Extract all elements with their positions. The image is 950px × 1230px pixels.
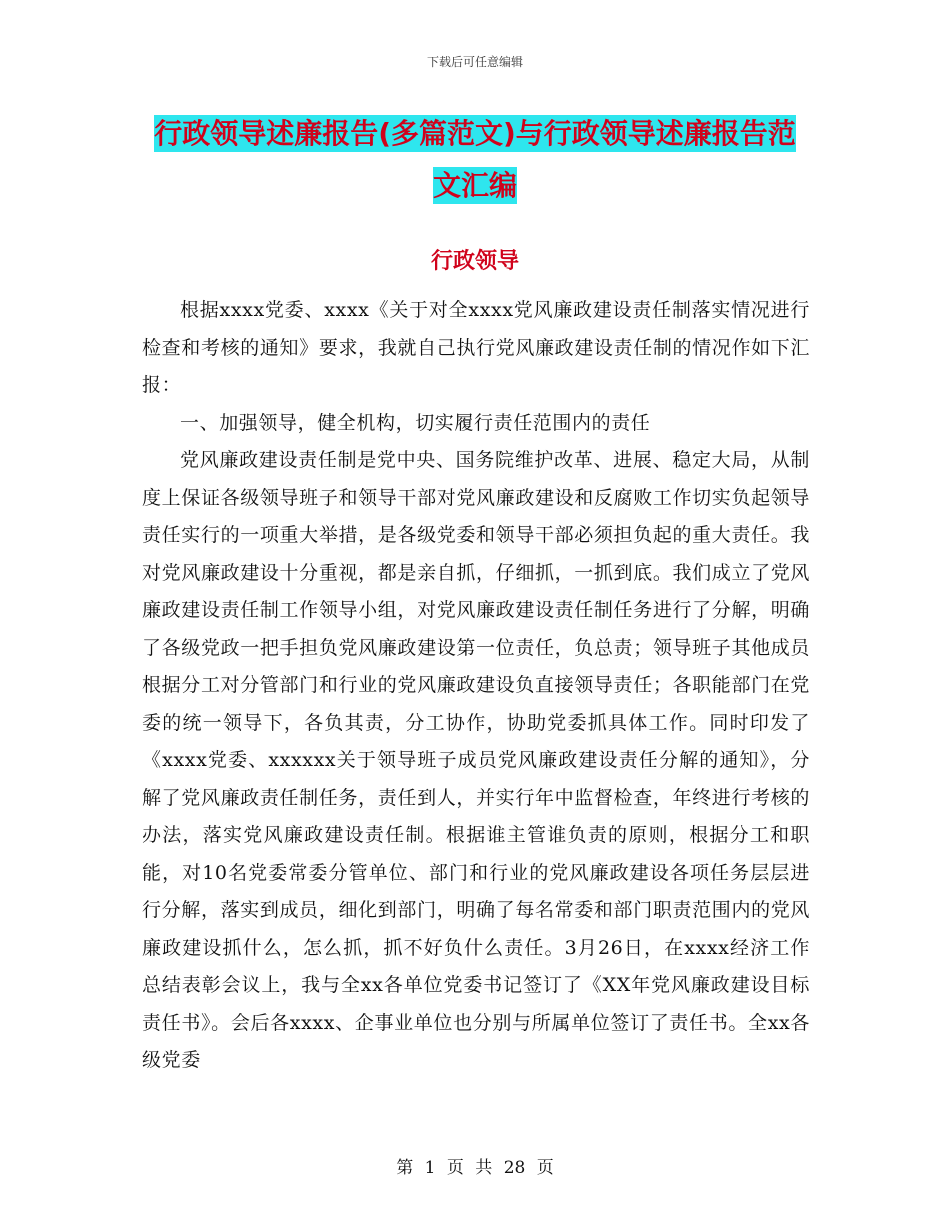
- title-line-2: 文汇编: [432, 169, 517, 202]
- paragraph-main: 党风廉政建设责任制是党中央、国务院维护改革、进展、稳定大局，从制度上保证各级领导班子和领导干部对党风廉政建设和反腐败工作切实负起领导责任实行的一项重大举措，是各级党委和领导干部必须担负起的重大责任。我对党风廉政建设十分重视，都是亲自抓，仔细抓，一抓到底。我们成立了党风廉政建设责任制工作领导小组，对党风廉政建设责任制任务进行了分解，明确了各级党政一把手担负党风廉政建设第一位责任，负总责；领导班子其他成员根据分工对分管部门和行业的党风廉政建设负直接领导责任；各职能部门在党委的统一领导下，各负其责，分工协作，协助党委抓具体工作。同时印发了《xxxx党委、xxxxxx关于领导班子成员党风廉政建设责任分解的通知》，分解了党风廉政责任制任务，责任到人，并实行年中监督检查，年终进行考核的办法，落实党风廉政建设责任制。根据谁主管谁负责的原则，根据分工和职能，对10名党委常委分管单位、部门和行业的党风廉政建设各项任务层层进行分解，落实到成员，细化到部门，明确了每名常委和部门职责范围内的党风廉政建设抓什么，怎么抓，抓不好负什么责任。3月26日，在xxxx经济工作总结表彰会议上，我与全xx各单位党委书记签订了《XX年党风廉政建设目标责任书》。会后各xxxx、企事业单位也分别与所属单位签订了责任书。全xx各级党委: [142, 449, 810, 1071]
- header-note: 下载后可任意编辑: [426, 55, 523, 69]
- title-line-1: 行政领导述廉报告(多篇范文)与行政领导述廉报告范: [154, 117, 796, 150]
- paragraph-intro: 根据xxxx党委、xxxx《关于对全xxxx党风廉政建设责任制落实情况进行检查和考核的通知》要求，我就自己执行党风廉政建设责任制的情况作如下汇报：: [142, 299, 810, 396]
- page-number-footer: 第 1 页 共 28 页: [396, 1158, 554, 1178]
- section-heading: 行政领导: [430, 249, 519, 274]
- document-title: [140, 108, 810, 212]
- paragraph-subheading: 一、加强领导，健全机构，切实履行责任范围内的责任: [180, 411, 651, 434]
- body-text: [142, 292, 810, 1080]
